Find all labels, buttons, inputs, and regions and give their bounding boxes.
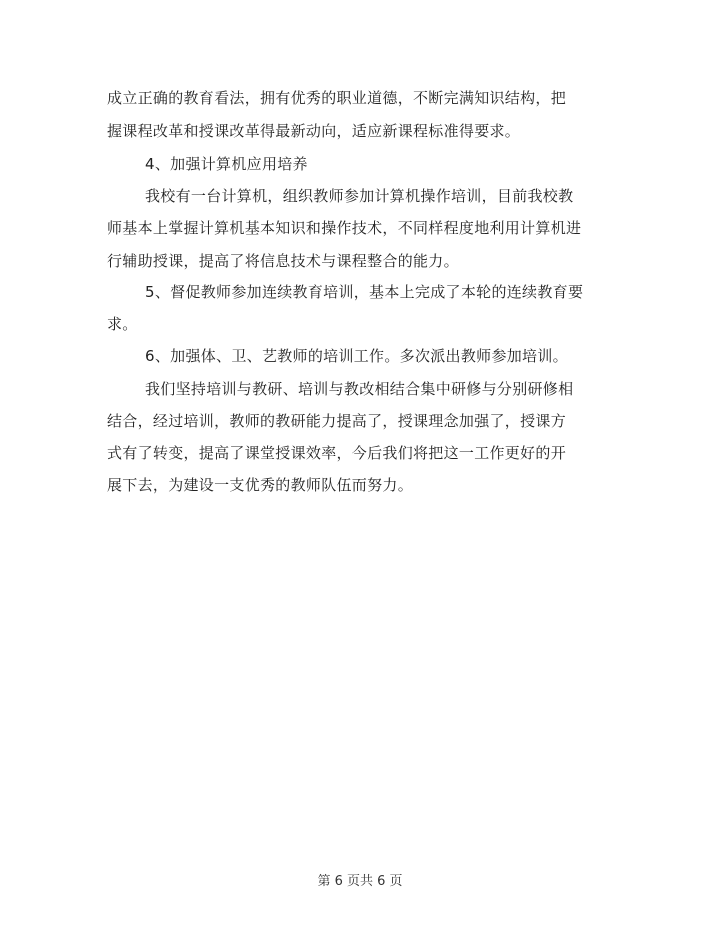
paragraph-line: 求。	[107, 315, 138, 333]
paragraph-line: 握课程改革和授课改革得最新动向，适应新课程标准得要求。	[107, 122, 521, 140]
section-heading: 6、加强体、卫、艺教师的培训工作。多次派出教师参加培训。	[145, 347, 568, 365]
paragraph-line: 展下去，为建设一支优秀的教师队伍而努力。	[107, 476, 414, 494]
page-number-footer: 第 6 页共 6 页	[317, 874, 403, 889]
paragraph-line: 我校有一台计算机，组织教师参加计算机操作培训，目前我校教	[145, 187, 574, 205]
paragraph-line: 结合，经过培训，教师的教研能力提高了，授课理念加强了，授课方	[107, 412, 567, 430]
paragraph-line: 我们坚持培训与教研、培训与教改相结合集中研修与分别研修相	[145, 380, 574, 398]
paragraph-line: 成立正确的教育看法，拥有优秀的职业道德，不断完满知识结构，把	[107, 89, 567, 107]
section-heading: 5、督促教师参加连续教育培训，基本上完成了本轮的连续教育要	[145, 283, 584, 301]
paragraph-line: 行辅助授课，提高了将信息技术与课程整合的能力。	[107, 252, 459, 270]
paragraph-line: 式有了转变，提高了课堂授课效率，今后我们将把这一工作更好的开	[107, 444, 567, 462]
paragraph-line: 师基本上掌握计算机基本知识和操作技术，不同样程度地利用计算机进	[107, 219, 582, 237]
section-heading: 4、加强计算机应用培养	[145, 155, 308, 173]
